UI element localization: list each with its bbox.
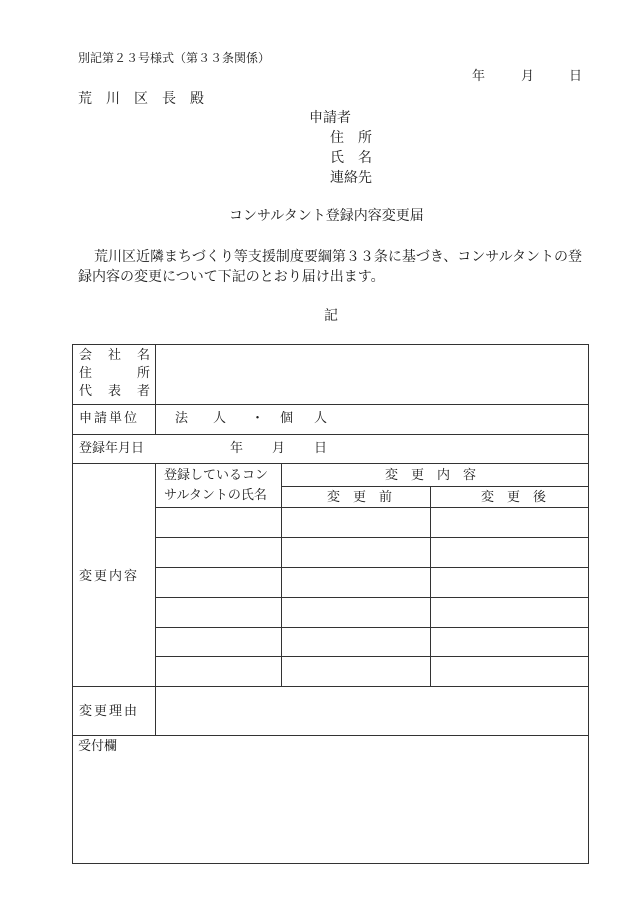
applicant-title: 申請者 (309, 110, 351, 126)
date-month-label: 月 (521, 69, 535, 84)
reg-month-label[interactable]: 月 (272, 441, 286, 456)
change-reason-field[interactable] (155, 687, 587, 734)
row-divider (73, 463, 588, 464)
after-change-header: 変 更 後 (481, 490, 547, 505)
unit-indiv-char2[interactable]: 人 (314, 411, 328, 426)
row-divider (155, 507, 588, 508)
registration-date-label: 登録年月日 (79, 441, 145, 456)
col-divider (430, 486, 431, 686)
row-divider (73, 735, 588, 736)
ki-heading: 記 (324, 308, 338, 324)
date-day-label: 日 (569, 69, 583, 84)
unit-corp-char2[interactable]: 人 (213, 411, 227, 426)
body-line-1: 荒川区近隣まちづくり等支援制度要綱第３３条に基づき、コンサルタントの登 (94, 249, 583, 265)
unit-separator: ・ (251, 411, 265, 426)
date-year-label: 年 (472, 69, 486, 84)
reg-day-label[interactable]: 日 (314, 441, 328, 456)
row-divider (155, 627, 588, 628)
change-content-header: 変 更 内 容 (385, 468, 477, 483)
row-divider (281, 486, 588, 487)
row-divider (155, 567, 588, 568)
body-line-2: 録内容の変更について下記のとおり届け出ます。 (78, 269, 385, 285)
row-divider (73, 434, 588, 435)
row-divider (155, 597, 588, 598)
company-address-label: 住 所 (79, 366, 150, 381)
company-representative-label: 代 表 者 (79, 384, 150, 399)
applicant-unit-label: 申請単位 (79, 411, 140, 426)
applicant-contact-label: 連絡先 (330, 170, 372, 186)
row-divider (155, 656, 588, 657)
form-table (72, 344, 589, 864)
document-title: コンサルタント登録内容変更届 (229, 208, 424, 224)
company-info-field[interactable] (155, 345, 587, 403)
row-divider (155, 537, 588, 538)
reception-label: 受付欄 (78, 739, 118, 754)
consultant-header-line2: サルタントの氏名 (164, 488, 267, 503)
change-reason-label: 変更理由 (79, 704, 140, 719)
change-content-label: 変更内容 (79, 569, 140, 584)
addressee: 荒 川 区 長 殿 (78, 91, 204, 107)
unit-corp-char1[interactable]: 法 (175, 411, 189, 426)
form-id: 別記第２３号様式（第３３条関係） (78, 51, 271, 65)
applicant-name-label: 氏 名 (330, 150, 372, 166)
col-divider (281, 463, 282, 686)
before-change-header: 変 更 前 (327, 490, 393, 505)
unit-indiv-char1[interactable]: 個 (280, 411, 294, 426)
applicant-address-label: 住 所 (330, 130, 372, 146)
row-divider (73, 404, 588, 405)
consultant-header-line1: 登録しているコン (164, 468, 269, 483)
company-name-label: 会 社 名 (79, 348, 150, 363)
reg-year-label[interactable]: 年 (230, 441, 244, 456)
